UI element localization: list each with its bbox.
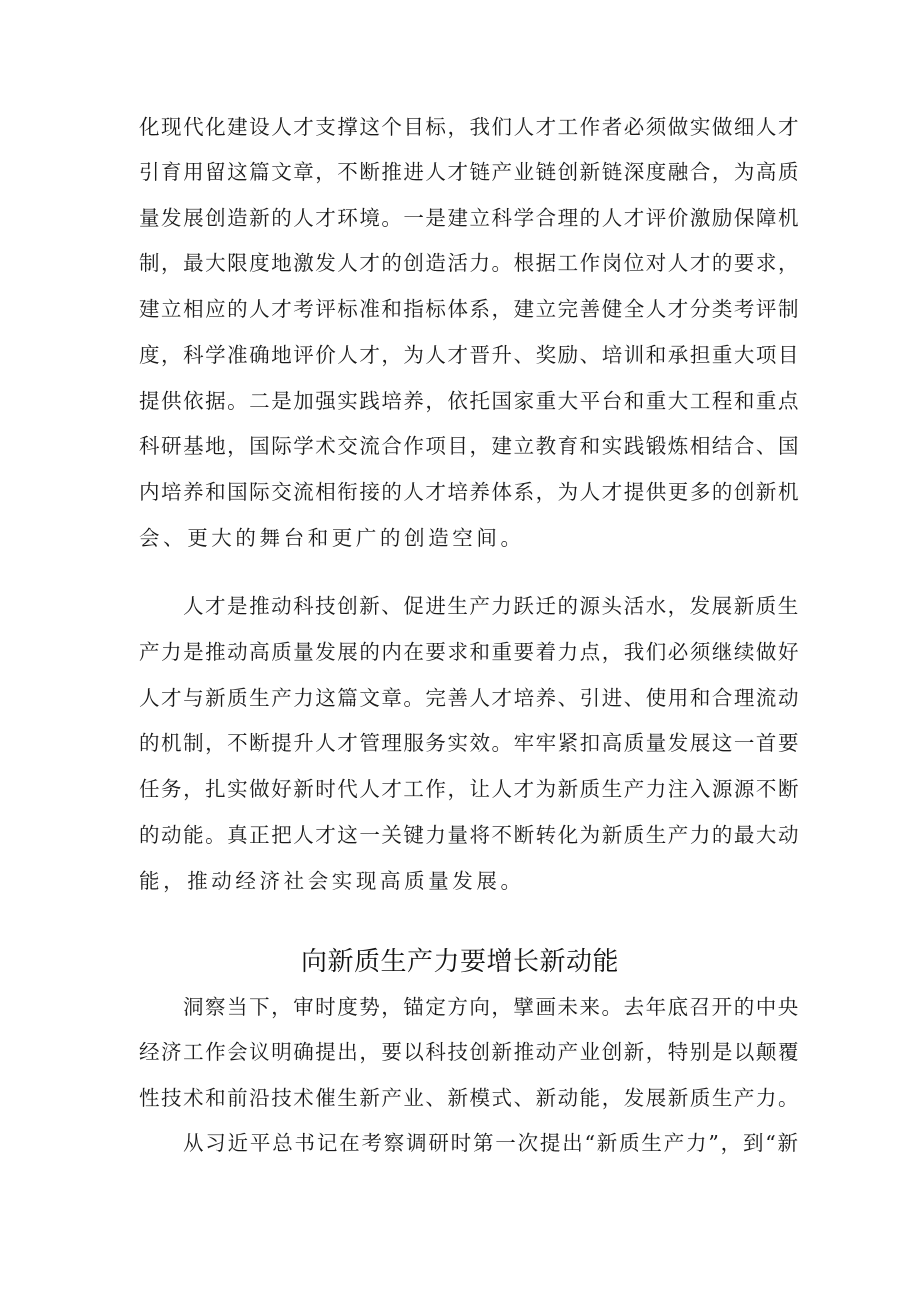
text-line: 引育用留这篇文章，不断推进人才链产业链创新链深度融合，为高质 [139,160,800,184]
text-line: 人才与新质生产力这篇文章。完善人才培养、引进、使用和合理流动 [139,686,800,710]
text-line: 内培养和国际交流相衔接的人才培养体系，为人才提供更多的创新机 [139,480,800,504]
text-line: 洞察当下，审时度势，锚定方向，擘画未来。去年底召开的中央 [183,995,800,1019]
text-line: 度，科学准确地评价人才，为人才晋升、奖励、培训和承担重大项目 [139,343,800,367]
section-heading: 向新质生产力要增长新动能 [300,947,619,977]
text-line: 制，最大限度地激发人才的创造活力。根据工作岗位对人才的要求， [139,251,800,275]
text-line: 的机制，不断提升人才管理服务实效。牢牢紧扣高质量发展这一首要 [139,731,800,755]
text-line: 建立相应的人才考评标准和指标体系，建立完善健全人才分类考评制 [139,297,800,321]
text-line: 科研基地，国际学术交流合作项目，建立教育和实践锻炼相结合、国 [139,434,800,458]
text-line: 性技术和前沿技术催生新产业、新模式、新动能，发展新质生产力。 [139,1086,800,1110]
text-line: 提供依据。二是加强实践培养，依托国家重大平台和重大工程和重点 [139,389,800,413]
text-line: 的动能。真正把人才这一关键力量将不断转化为新质生产力的最大动 [139,823,800,847]
text-line: 任务，扎实做好新时代人才工作，让人才为新质生产力注入源源不断 [139,777,800,801]
text-line: 人才是推动科技创新、促进生产力跃迁的源头活水，发展新质生 [183,594,800,618]
text-line: 会、更大的舞台和更广的创造空间。 [139,526,525,550]
text-line: 能，推动经济社会实现高质量发展。 [139,869,525,893]
text-line: 化现代化建设人才支撑这个目标，我们人才工作者必须做实做细人才 [139,115,800,139]
text-line: 从习近平总书记在考察调研时第一次提出“新质生产力”，到“新 [183,1131,800,1155]
text-line: 产力是推动高质量发展的内在要求和重要着力点，我们必须继续做好 [139,640,800,664]
text-line: 量发展创造新的人才环境。一是建立科学合理的人才评价激励保障机 [139,206,800,230]
text-line: 经济工作会议明确提出，要以科技创新推动产业创新，特别是以颠覆 [139,1040,800,1064]
